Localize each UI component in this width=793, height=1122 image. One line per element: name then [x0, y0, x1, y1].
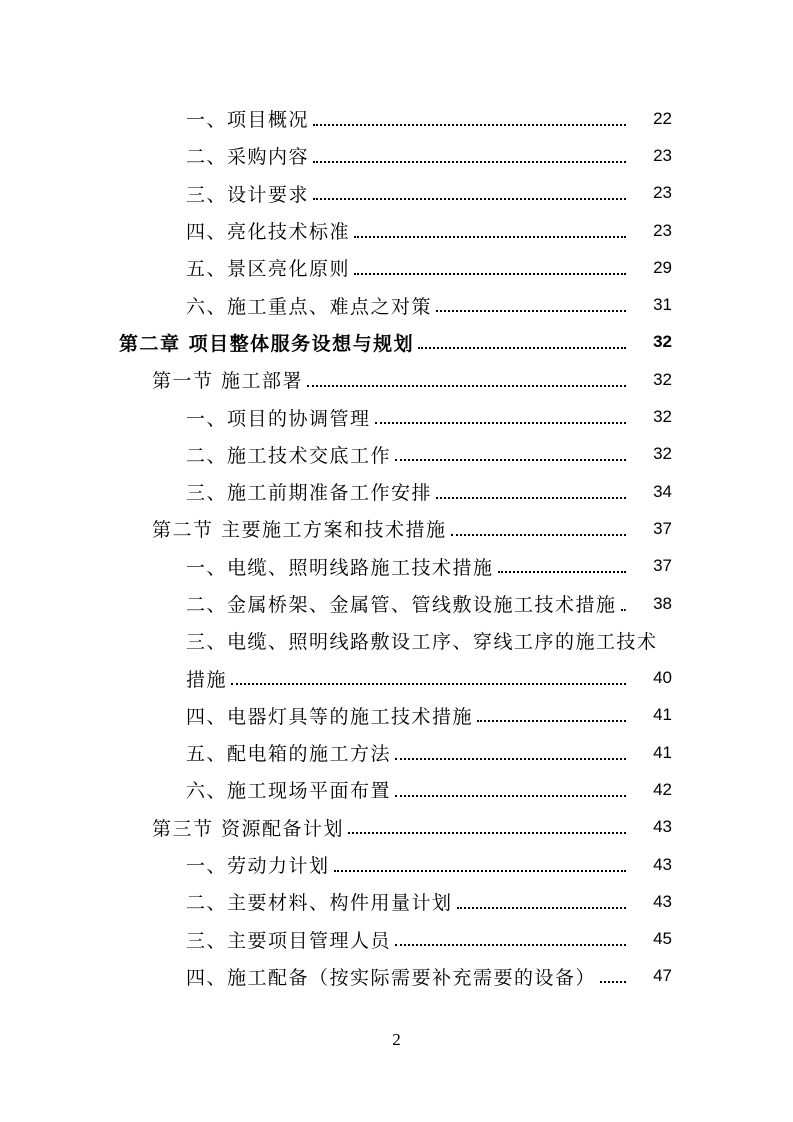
- toc-page-number: 32: [653, 407, 672, 427]
- toc-page-number: 43: [653, 817, 672, 837]
- toc-entry[interactable]: [0, 249, 793, 286]
- toc-entry[interactable]: [0, 175, 793, 212]
- toc-entry-title: 二、金属桥架、金属管、管线敷设施工技术措施: [186, 594, 617, 616]
- dot-leader: [348, 832, 626, 834]
- toc-page-number: 43: [653, 891, 672, 911]
- toc-chapter-entry[interactable]: [0, 324, 793, 361]
- table-of-contents: [0, 100, 793, 995]
- toc-entry-title: 第二节 主要施工方案和技术措施: [152, 519, 447, 542]
- toc-page-number: 43: [653, 854, 672, 874]
- dot-leader: [354, 236, 626, 238]
- toc-page-number: 34: [653, 481, 672, 501]
- toc-entry-title: 一、项目的协调管理: [186, 407, 371, 430]
- toc-section-entry[interactable]: [0, 361, 793, 398]
- toc-page-number: 41: [653, 705, 672, 725]
- toc-entry[interactable]: [0, 883, 793, 920]
- toc-page-number: 23: [653, 183, 672, 203]
- dot-leader: [600, 981, 626, 983]
- toc-page-number: 42: [653, 779, 672, 799]
- toc-entry-title: 第三节 资源配备计划: [152, 817, 345, 840]
- toc-entry-title: 三、施工前期准备工作安排: [186, 482, 433, 505]
- toc-page-number: 29: [653, 257, 672, 277]
- toc-entry-title: 一、电缆、照明线路施工技术措施: [186, 556, 494, 579]
- dot-leader: [451, 534, 626, 536]
- toc-page-number: 32: [653, 332, 672, 352]
- toc-entry-title: 六、施工重点、难点之对策: [186, 295, 433, 318]
- toc-page-number: 32: [653, 444, 672, 464]
- toc-page-number: 37: [653, 556, 672, 576]
- toc-entry[interactable]: [0, 286, 793, 323]
- dot-leader: [334, 870, 626, 872]
- toc-entry[interactable]: [0, 212, 793, 249]
- toc-page-number: 41: [653, 742, 672, 762]
- dot-leader: [418, 347, 626, 349]
- toc-entry[interactable]: [0, 548, 793, 585]
- toc-entry-title: 一、劳动力计划: [186, 855, 330, 878]
- toc-page-number: 23: [653, 145, 672, 165]
- toc-entry[interactable]: [0, 697, 793, 734]
- toc-page-number: 47: [653, 966, 672, 986]
- dot-leader: [354, 273, 626, 275]
- toc-page-number: 32: [653, 369, 672, 389]
- toc-page-number: 31: [653, 295, 672, 315]
- toc-entry-title: 五、配电箱的施工方法: [186, 743, 392, 766]
- toc-entry[interactable]: [0, 398, 793, 435]
- dot-leader: [436, 310, 626, 312]
- dot-leader: [395, 459, 626, 461]
- dot-leader: [457, 907, 626, 909]
- toc-section-entry[interactable]: [0, 809, 793, 846]
- toc-entry-title: 二、主要材料、构件用量计划: [186, 892, 453, 915]
- toc-entry[interactable]: [0, 958, 793, 995]
- toc-entry[interactable]: [0, 137, 793, 174]
- toc-entry-title: 四、亮化技术标准: [186, 221, 351, 244]
- toc-entry[interactable]: [0, 921, 793, 958]
- dot-leader: [313, 124, 626, 126]
- toc-entry-title: 三、电缆、照明线路敷设工序、穿线工序的施工技术: [186, 631, 658, 654]
- toc-entry[interactable]: [0, 100, 793, 137]
- dot-leader: [231, 683, 626, 685]
- toc-entry[interactable]: [0, 771, 793, 808]
- toc-section-entry[interactable]: [0, 510, 793, 547]
- toc-entry-title: 第一节 施工部署: [152, 370, 304, 393]
- toc-entry-title: 一、项目概况: [186, 109, 310, 132]
- toc-entry-title: 六、施工现场平面布置: [186, 780, 392, 803]
- dot-leader: [313, 198, 626, 200]
- dot-leader: [313, 161, 626, 163]
- dot-leader: [436, 497, 626, 499]
- toc-entry[interactable]: [0, 436, 793, 473]
- toc-entry-title: 四、施工配备（按实际需要补充需要的设备）: [186, 966, 597, 989]
- toc-entry-title: 措施: [186, 668, 228, 691]
- dot-leader: [477, 720, 626, 722]
- toc-page-number: 40: [653, 668, 672, 688]
- dot-leader: [621, 609, 626, 611]
- toc-entry-title: 第二章 项目整体服务设想与规划: [119, 332, 415, 355]
- toc-entry-title-line[interactable]: [0, 622, 793, 659]
- toc-entry-title: 三、主要项目管理人员: [186, 929, 392, 952]
- toc-entry[interactable]: [0, 846, 793, 883]
- dot-leader: [395, 795, 626, 797]
- toc-entry-title: 五、景区亮化原则: [186, 258, 351, 281]
- dot-leader: [307, 385, 626, 387]
- toc-entry[interactable]: [0, 659, 793, 696]
- dot-leader: [498, 571, 626, 573]
- toc-entry-title: 三、设计要求: [186, 183, 310, 206]
- toc-entry[interactable]: [0, 473, 793, 510]
- toc-entry-title: 二、施工技术交底工作: [186, 444, 392, 467]
- toc-page-number: 38: [653, 593, 672, 613]
- toc-page-number: 23: [653, 220, 672, 240]
- toc-entry-title: 四、电器灯具等的施工技术措施: [186, 705, 474, 728]
- toc-page-number: 37: [653, 518, 672, 538]
- page-number: 2: [392, 1030, 401, 1049]
- dot-leader: [395, 758, 626, 760]
- toc-page-number: 45: [653, 929, 672, 949]
- toc-entry[interactable]: [0, 585, 793, 622]
- toc-page-number: 22: [653, 108, 672, 128]
- toc-entry[interactable]: [0, 734, 793, 771]
- toc-entry-title: 二、采购内容: [186, 146, 310, 169]
- dot-leader: [395, 944, 626, 946]
- dot-leader: [375, 422, 626, 424]
